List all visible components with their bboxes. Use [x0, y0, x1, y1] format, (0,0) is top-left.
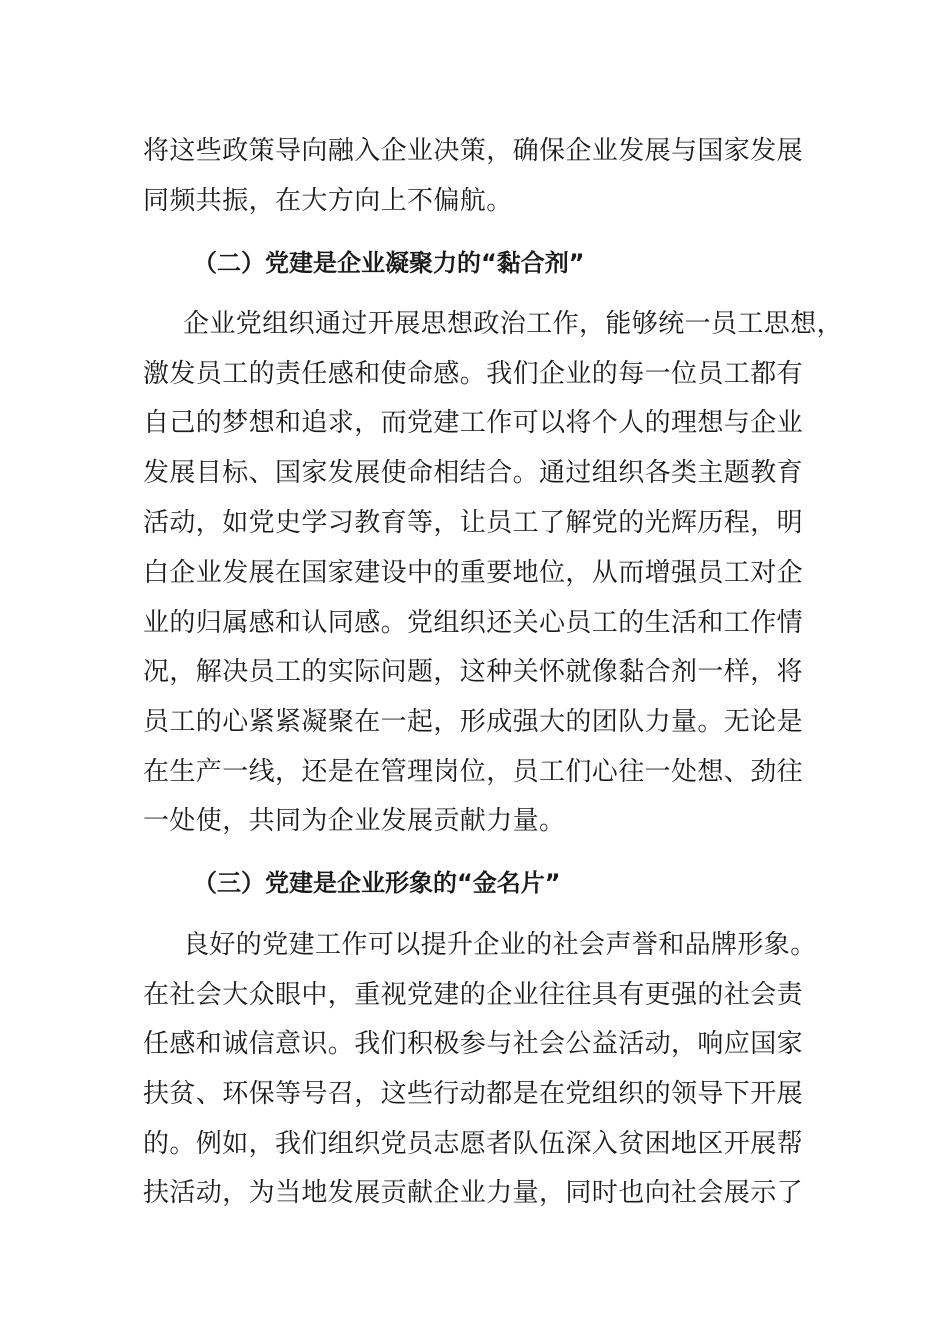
- paragraph-line: 同频共振，在大方向上不偏航。: [143, 186, 513, 216]
- paragraph-line: 在社会大众眼中，重视党建的企业往往具有更强的社会责: [143, 980, 804, 1010]
- paragraph-line: 将这些政策导向融入企业决策，确保企业发展与国家发展: [143, 136, 804, 166]
- section-heading-3: （三）党建是企业形象的“金名片”: [193, 869, 561, 897]
- paragraph-line: 扶活动，为当地发展贡献企业力量，同时也向社会展示了: [143, 1178, 804, 1208]
- paragraph-line: 发展目标、国家发展使命相结合。通过组织各类主题教育: [143, 458, 804, 488]
- paragraph-line: 白企业发展在国家建设中的重要地位，从而增强员工对企: [143, 558, 804, 588]
- paragraph-line: 自己的梦想和追求，而党建工作可以将个人的理想与企业: [143, 408, 804, 438]
- paragraph-line: 业的归属感和认同感。党组织还关心员工的生活和工作情: [143, 608, 804, 638]
- paragraph-line: 况，解决员工的实际问题，这种关怀就像黏合剂一样，将: [143, 657, 804, 687]
- paragraph-line: 一处使，共同为企业发展贡献力量。: [143, 806, 566, 836]
- paragraph-line: 员工的心紧紧凝聚在一起，形成强大的团队力量。无论是: [143, 707, 804, 737]
- paragraph-line: 任感和诚信意识。我们积极参与社会公益活动，响应国家: [143, 1029, 804, 1059]
- paragraph-line: 活动，如党史学习教育等，让员工了解党的光辉历程，明: [143, 508, 804, 538]
- paragraph-line: 良好的党建工作可以提升企业的社会声誉和品牌形象。: [183, 930, 817, 960]
- section-heading-2: （二）党建是企业凝聚力的“黏合剂”: [193, 249, 585, 277]
- paragraph-line: 的。例如，我们组织党员志愿者队伍深入贫困地区开展帮: [143, 1129, 804, 1159]
- paragraph-line: 激发员工的责任感和使命感。我们企业的每一位员工都有: [143, 359, 804, 389]
- paragraph-line: 企业党组织通过开展思想政治工作，能够统一员工思想，: [183, 309, 844, 339]
- paragraph-line: 在生产一线，还是在管理岗位，员工们心往一处想、劲往: [143, 757, 804, 787]
- paragraph-line: 扶贫、环保等号召，这些行动都是在党组织的领导下开展: [143, 1079, 804, 1109]
